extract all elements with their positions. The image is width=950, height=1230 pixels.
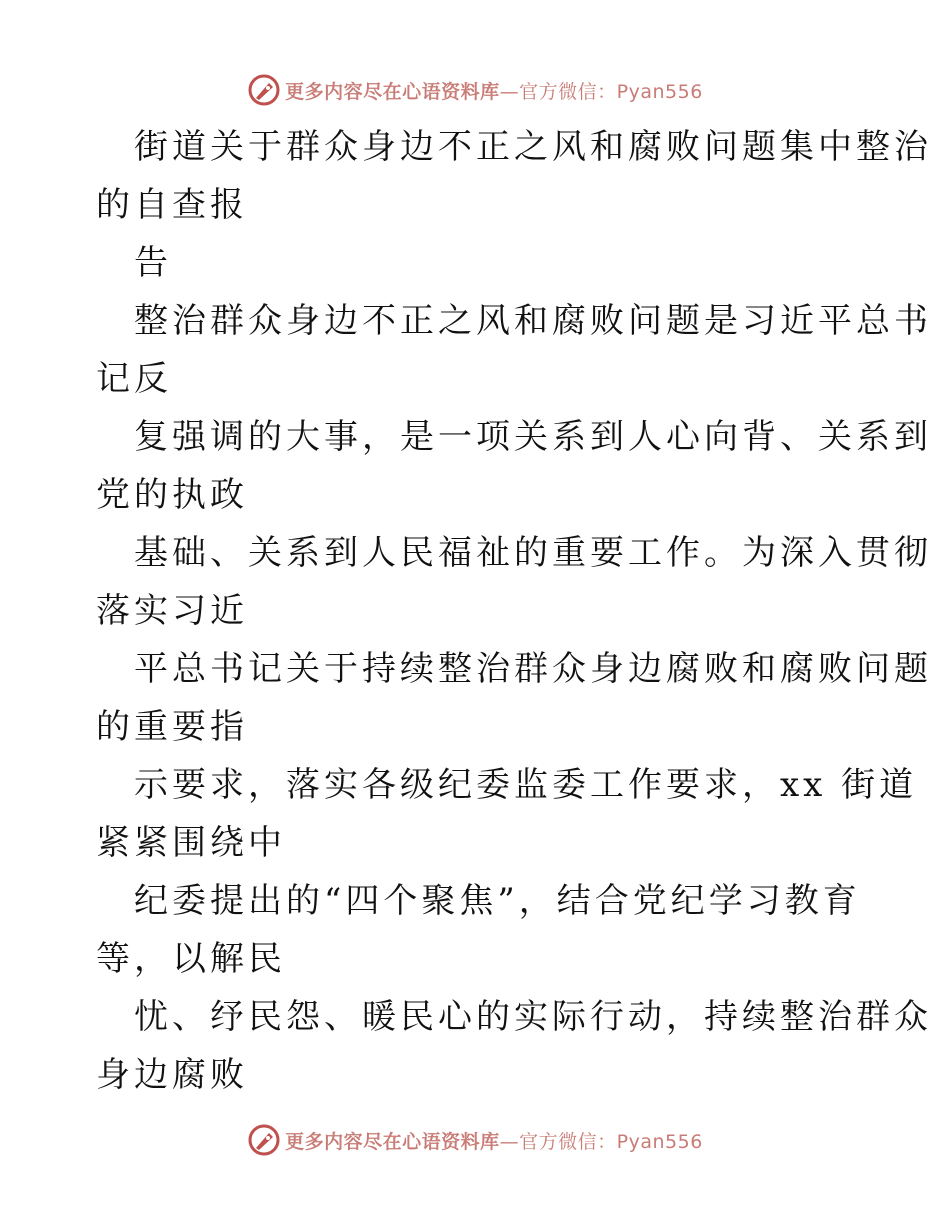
document-body [96, 118, 932, 1104]
banner-separator: — [499, 80, 520, 103]
banner-contact: 官方微信：Pyan556 [519, 80, 703, 103]
text-line: 告 [134, 243, 172, 283]
text-line: 纪委提出的“四个聚焦”，结合党纪学习教育 [134, 881, 861, 921]
text-line: 整治群众身边不正之风和腐败问题是习近平总书 [134, 301, 932, 341]
pen-nib-logo-icon [247, 73, 281, 107]
text-line: 的自查报 [96, 185, 248, 225]
text-line: 等，以解民 [96, 939, 286, 979]
banner-contact: 官方微信：Pyan556 [519, 1130, 703, 1153]
text-line: 平总书记关于持续整治群众身边腐败和腐败问题 [134, 649, 932, 689]
footer-watermark-banner [0, 1120, 950, 1160]
text-line: 的重要指 [96, 707, 248, 747]
banner-brand: 更多内容尽在心语资料库 [285, 1130, 500, 1153]
text-line: 记反 [96, 359, 172, 399]
text-line: 党的执政 [96, 475, 248, 515]
text-line: 落实习近 [96, 591, 248, 631]
pen-nib-logo-icon [247, 1123, 281, 1157]
text-line: 紧紧围绕中 [96, 823, 286, 863]
banner-brand: 更多内容尽在心语资料库 [285, 80, 500, 103]
header-watermark-banner [0, 70, 950, 110]
text-line: 身边腐败 [96, 1055, 248, 1095]
text-line: 街道关于群众身边不正之风和腐败问题集中整治 [134, 127, 932, 167]
text-line: 复强调的大事，是一项关系到人心向背、关系到 [134, 417, 932, 457]
text-line: 示要求，落实各级纪委监委工作要求，xx 街道 [134, 765, 918, 805]
text-line: 忧、纾民怨、暖民心的实际行动，持续整治群众 [134, 997, 932, 1037]
text-line: 基础、关系到人民福祉的重要工作。为深入贯彻 [134, 533, 932, 573]
banner-separator: — [499, 1130, 520, 1153]
